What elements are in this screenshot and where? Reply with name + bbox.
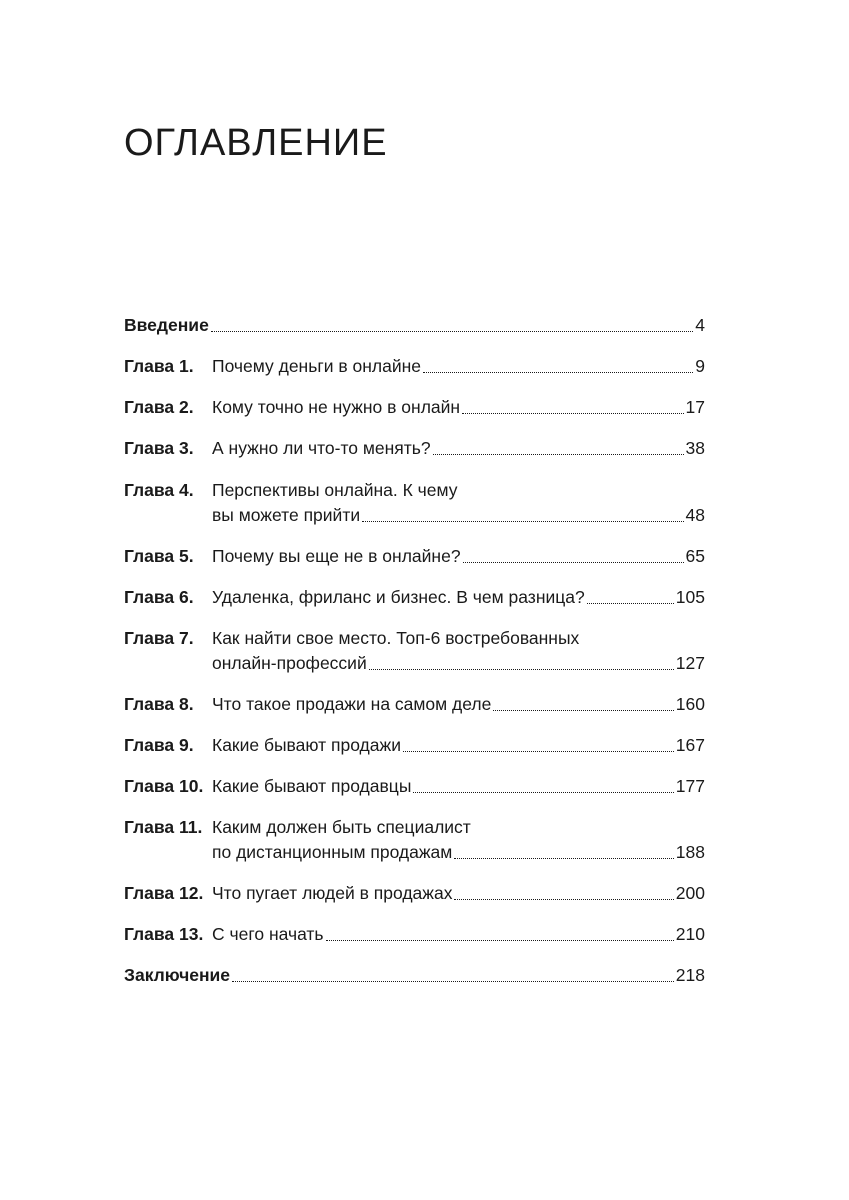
dot-leader xyxy=(433,454,684,455)
dot-leader xyxy=(454,858,673,859)
chapter-label: Глава 12. xyxy=(124,883,204,903)
page-number: 17 xyxy=(685,397,705,417)
chapter-label: Глава 13. xyxy=(124,924,204,944)
dot-leader xyxy=(454,899,673,900)
chapter-label: Глава 2. xyxy=(124,397,194,417)
page-number: 127 xyxy=(675,653,705,673)
chapter-title: Какие бывают продажи xyxy=(212,735,401,755)
toc-entry-chapter-9[interactable] xyxy=(124,733,705,758)
chapter-title: Что пугает людей в продажах xyxy=(212,883,453,903)
dot-leader xyxy=(362,521,683,522)
toc-entry-chapter-5[interactable] xyxy=(124,544,705,569)
toc-entry-conclusion[interactable] xyxy=(124,963,705,988)
toc-entry-chapter-6[interactable] xyxy=(124,585,705,610)
chapter-title: А нужно ли что-то менять? xyxy=(212,438,431,458)
chapter-label: Глава 7. xyxy=(124,628,194,648)
chapter-label: Глава 11. xyxy=(124,817,203,837)
page-title: ОГЛАВЛЕНИЕ xyxy=(124,122,388,164)
toc-entry-chapter-10[interactable] xyxy=(124,774,705,799)
dot-leader xyxy=(413,792,673,793)
dot-leader xyxy=(232,981,674,982)
page-number: 188 xyxy=(675,842,705,862)
dot-leader xyxy=(211,331,693,332)
chapter-title-line-1: Перспективы онлайна. К чему xyxy=(212,480,458,500)
dot-leader xyxy=(423,372,693,373)
dot-leader xyxy=(403,751,674,752)
dot-leader xyxy=(462,413,683,414)
chapter-label: Глава 4. xyxy=(124,480,194,500)
page-number: 218 xyxy=(675,965,705,985)
dot-leader xyxy=(587,603,674,604)
page-number: 160 xyxy=(675,694,705,714)
chapter-title-line-2: онлайн-профессий xyxy=(212,653,367,673)
toc-entry-chapter-8[interactable] xyxy=(124,692,705,717)
toc-entry-chapter-2[interactable] xyxy=(124,395,705,420)
toc-entry-chapter-7[interactable] xyxy=(124,626,705,676)
page-number: 38 xyxy=(685,438,705,458)
page-number: 177 xyxy=(675,776,705,796)
chapter-title-line-1: Каким должен быть специалист xyxy=(212,817,471,837)
chapter-title: Почему вы еще не в онлайне? xyxy=(212,546,461,566)
page-number: 9 xyxy=(695,356,705,376)
dot-leader xyxy=(369,669,674,670)
dot-leader xyxy=(493,710,673,711)
chapter-title-line-2: вы можете прийти xyxy=(212,505,361,525)
dot-leader xyxy=(463,562,684,563)
page-number: 210 xyxy=(675,924,705,944)
chapter-label: Глава 5. xyxy=(124,546,194,566)
toc-entry-chapter-1[interactable] xyxy=(124,354,705,379)
chapter-title: Какие бывают продавцы xyxy=(212,776,412,796)
chapter-label: Глава 1. xyxy=(124,356,194,376)
chapter-title: Удаленка, фриланс и бизнес. В чем разница? xyxy=(212,587,585,607)
chapter-label: Глава 10. xyxy=(124,776,204,796)
toc-entry-chapter-13[interactable] xyxy=(124,922,705,947)
chapter-title: С чего начать xyxy=(212,924,324,944)
chapter-title-line-1: Как найти свое место. Топ-6 востребованных xyxy=(212,628,580,648)
entry-label: Заключение xyxy=(124,965,231,985)
toc-entry-chapter-12[interactable] xyxy=(124,881,705,906)
chapter-title: Почему деньги в онлайне xyxy=(212,356,422,376)
chapter-title: Что такое продажи на самом деле xyxy=(212,694,492,714)
page-number: 48 xyxy=(685,505,705,525)
page-number: 167 xyxy=(675,735,705,755)
chapter-label: Глава 6. xyxy=(124,587,194,607)
chapter-title: Кому точно не нужно в онлайн xyxy=(212,397,461,417)
entry-label: Введение xyxy=(124,315,209,335)
toc-entry-chapter-4[interactable] xyxy=(124,478,705,528)
toc-entry-chapter-11[interactable] xyxy=(124,815,705,865)
chapter-label: Глава 8. xyxy=(124,694,194,714)
page-number: 65 xyxy=(685,546,705,566)
page-number: 4 xyxy=(695,315,705,335)
chapter-title-line-2: по дистанционным продажам xyxy=(212,842,453,862)
dot-leader xyxy=(326,940,674,941)
chapter-label: Глава 9. xyxy=(124,735,194,755)
page-number: 200 xyxy=(675,883,705,903)
page-number: 105 xyxy=(675,587,705,607)
chapter-label: Глава 3. xyxy=(124,438,194,458)
toc-entry-chapter-3[interactable] xyxy=(124,436,705,461)
toc-entry-introduction[interactable] xyxy=(124,313,705,338)
